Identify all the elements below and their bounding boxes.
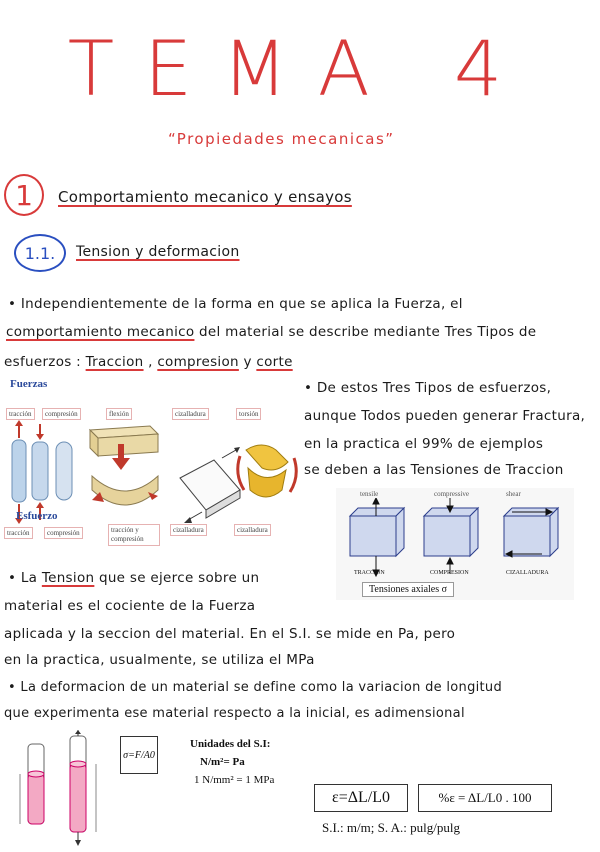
subsection-heading: Tension y deformacion bbox=[76, 244, 240, 260]
label-shear: shear bbox=[506, 490, 521, 498]
stress-types-figure bbox=[0, 374, 300, 550]
paragraph-line: • La deformacion de un material se define como la variacion de longitud bbox=[8, 680, 503, 695]
paragraph-line: • Independientemente de la forma en que se aplica la Fuerza, el bbox=[8, 296, 463, 312]
shear-figure bbox=[180, 447, 240, 523]
label-bottom-1: tracción bbox=[4, 527, 33, 539]
specimen-figure bbox=[8, 730, 118, 848]
label-bottom-3: tracción y compresión bbox=[108, 524, 160, 546]
underlined-term: Tension bbox=[41, 570, 95, 586]
figure-title-esfuerzo: Esfuerzo bbox=[16, 510, 58, 522]
paragraph-line bbox=[6, 324, 536, 340]
figure-caption: Tensiones axiales σ bbox=[362, 582, 454, 597]
percent-strain-formula: %ε = ΔL/L0 . 100 bbox=[438, 790, 532, 805]
label-compressive: compressive bbox=[434, 490, 469, 498]
paragraph-line: material es el cociente de la Fuerza bbox=[4, 598, 256, 614]
strain-formula: ε=ΔL/L0 bbox=[331, 789, 391, 806]
text-run: del material se describe mediante Tres Tipos de bbox=[194, 324, 537, 340]
label-top-3: flexión bbox=[106, 408, 132, 420]
text-run: que se ejerce sobre un bbox=[94, 570, 260, 586]
stress-formula: σ=F/A0 bbox=[123, 749, 155, 761]
label-top-4: cizalladura bbox=[172, 408, 209, 420]
term-compresion: compresion bbox=[157, 354, 239, 370]
paragraph-line: en la practica, usualmente, se utiliza el MPa bbox=[4, 652, 315, 668]
term-corte: corte bbox=[256, 354, 293, 370]
section-number-circle bbox=[4, 174, 44, 216]
text-run: y bbox=[238, 354, 257, 370]
units-line-1: N/m²= Pa bbox=[200, 756, 245, 768]
paragraph-line: • De estos Tres Tipos de esfuerzos, bbox=[304, 380, 552, 396]
label-tensile: tensile bbox=[360, 490, 379, 498]
tension-cylinder bbox=[12, 420, 26, 524]
label-top-2: compresión bbox=[42, 408, 81, 420]
paragraph-line bbox=[8, 570, 259, 586]
paragraph-line bbox=[4, 354, 293, 370]
label-top-1: tracción bbox=[6, 408, 35, 420]
label-bottom-4: cizalladura bbox=[170, 524, 207, 536]
term-traccion: Traccion bbox=[85, 354, 144, 370]
label-cizalladura: CIZALLADURA bbox=[506, 570, 549, 576]
strain-units: S.I.: m/m; S. A.: pulg/pulg bbox=[322, 820, 460, 835]
label-compresion: COMPRESION bbox=[430, 570, 469, 576]
paragraph-line: en la practica el 99% de ejemplos bbox=[304, 436, 544, 452]
stress-formula-box bbox=[120, 736, 158, 774]
axial-stress-figure bbox=[336, 488, 574, 600]
underlined-term: comportamiento mecanico bbox=[6, 324, 195, 340]
text-run: , bbox=[143, 354, 158, 370]
paragraph-line: aunque Todos pueden generar Fractura, bbox=[304, 408, 586, 424]
page-title: TEMA 4 bbox=[67, 24, 533, 113]
figure-title-fuerzas: Fuerzas bbox=[10, 378, 48, 390]
text-run: • La bbox=[8, 570, 42, 586]
subsection-number: 1.1. bbox=[24, 243, 56, 263]
percent-strain-formula-box bbox=[418, 784, 552, 812]
label-top-5: torsión bbox=[236, 408, 261, 420]
paragraph-line: que experimenta ese material respecto a la inicial, es adimensional bbox=[4, 706, 465, 721]
compression-cylinder bbox=[32, 424, 72, 520]
label-traccion: TRACCION bbox=[354, 570, 385, 576]
paragraph-line: aplicada y la seccion del material. En el S.I. se mide en Pa, pero bbox=[4, 626, 456, 642]
text-run: esfuerzos : bbox=[4, 354, 86, 370]
page-subtitle: “Propiedades mecanicas” bbox=[168, 130, 395, 148]
subsection-number-oval bbox=[14, 234, 66, 272]
label-bottom-2: compresión bbox=[44, 527, 83, 539]
units-line-2: 1 N/mm² = 1 MPa bbox=[194, 774, 275, 786]
specimen-drawing bbox=[8, 730, 118, 848]
section-number: 1 bbox=[15, 178, 33, 212]
units-title: Unidades del S.I: bbox=[190, 738, 271, 750]
axial-stress-diagrams bbox=[336, 498, 574, 578]
paragraph-line: se deben a las Tensiones de Traccion bbox=[304, 462, 564, 478]
label-bottom-5: cizalladura bbox=[234, 524, 271, 536]
torsion-figure bbox=[238, 445, 297, 497]
strain-formula-box bbox=[314, 784, 408, 812]
bending-block bbox=[90, 426, 158, 505]
section-heading: Comportamiento mecanico y ensayos bbox=[58, 188, 352, 206]
